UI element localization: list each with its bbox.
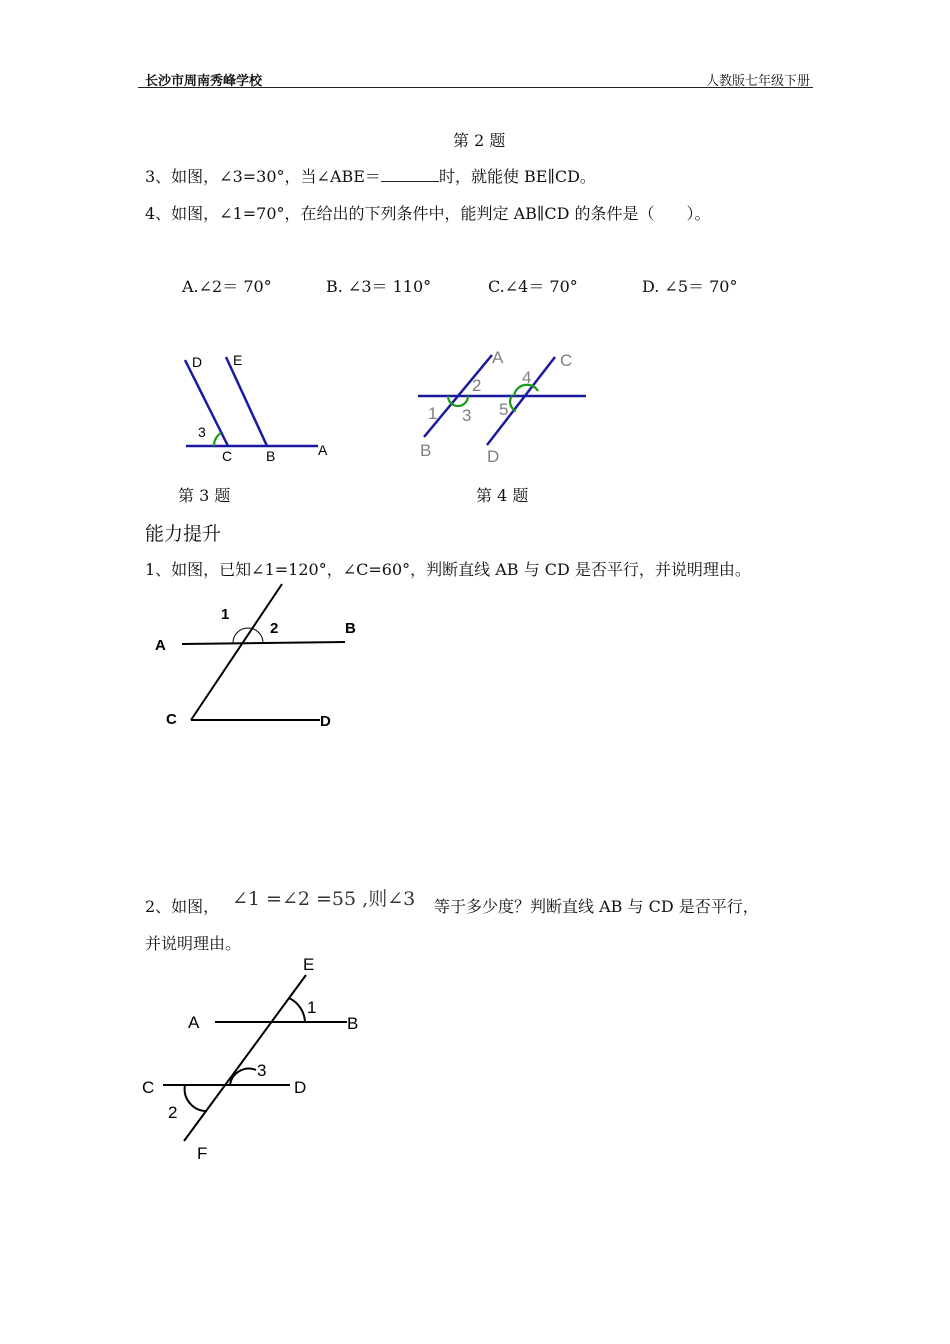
label-3: 3	[462, 406, 472, 425]
label-d: D	[294, 1078, 307, 1097]
label-e: E	[233, 352, 243, 368]
line-eb	[226, 357, 267, 446]
option-b: B. ∠3＝ 110°	[326, 277, 432, 296]
angle-3-arc	[214, 433, 221, 446]
q3-suffix: 时，就能使 BE∥CD。	[438, 167, 596, 186]
label-c: C	[560, 351, 573, 370]
label-b: B	[420, 441, 432, 460]
label-a: A	[188, 1013, 200, 1032]
fig3-caption: 第 3 题	[178, 486, 231, 505]
label-f: F	[197, 1144, 208, 1163]
label-c: C	[222, 448, 233, 464]
option-c: C.∠4＝ 70°	[488, 277, 578, 296]
p2-prefix: 2、如图，	[145, 897, 220, 916]
figure-3	[170, 345, 350, 470]
angle-3-arc	[230, 1069, 256, 1085]
angle-2-arc	[185, 1085, 207, 1111]
label-d: D	[487, 447, 500, 466]
q3-prefix: 3、如图，∠3=30°，当∠ABE＝	[145, 167, 381, 186]
p2-suffix: 等于多少度？判断直线 AB 与 CD 是否平行，	[434, 897, 759, 916]
problem-1-figure	[145, 580, 375, 740]
problem-2-figure	[135, 948, 385, 1168]
label-5: 5	[499, 400, 509, 419]
option-d: D. ∠5＝ 70°	[642, 277, 738, 296]
angle-1-arc	[289, 998, 305, 1022]
line-ef	[184, 975, 306, 1141]
label-c: C	[166, 711, 177, 728]
textbook-edition: 人教版七年级下册	[705, 74, 810, 89]
label-d: D	[320, 713, 331, 730]
label-e: E	[303, 955, 315, 974]
label-c: C	[142, 1078, 155, 1097]
p2-line-2: 并说明理由。	[145, 934, 242, 953]
label-a: A	[155, 637, 166, 654]
label-4: 4	[522, 368, 532, 387]
label-d: D	[192, 354, 203, 370]
label-b: B	[266, 448, 276, 464]
question-3	[145, 164, 596, 187]
line-dc	[185, 360, 228, 446]
problem-2	[145, 894, 219, 917]
label-3: 3	[198, 424, 206, 440]
label-3: 3	[257, 1061, 267, 1080]
fig4-caption: 第 4 题	[476, 486, 529, 505]
q2-caption: 第 2 题	[453, 131, 506, 150]
label-b: B	[345, 620, 356, 637]
section-title: 能力提升	[145, 523, 222, 545]
school-name: 长沙市周南秀峰学校	[145, 74, 263, 89]
label-2: 2	[472, 376, 482, 395]
problem-1: 1、如图，已知∠1=120°，∠C=60°，判断直线 AB 与 CD 是否平行，并说明理由。	[145, 560, 751, 579]
label-1: 1	[428, 404, 438, 423]
label-1: 1	[221, 606, 230, 623]
answer-blank[interactable]	[381, 167, 439, 182]
label-1: 1	[307, 998, 317, 1017]
line-cd	[487, 357, 555, 445]
figure-4	[410, 345, 600, 470]
option-a: A.∠2＝ 70°	[182, 277, 272, 296]
label-2: 2	[168, 1103, 178, 1122]
question-4: 4、如图，∠1=70°，在给出的下列条件中，能判定 AB∥CD 的条件是（ ）。	[145, 204, 711, 223]
label-2: 2	[270, 620, 279, 637]
transversal-line	[191, 584, 282, 720]
label-a: A	[318, 442, 328, 458]
label-a: A	[492, 348, 504, 367]
label-b: B	[347, 1014, 359, 1033]
p2-formula: ∠1 =∠2 =55 ,则∠3	[232, 888, 416, 910]
header-divider	[138, 87, 813, 88]
